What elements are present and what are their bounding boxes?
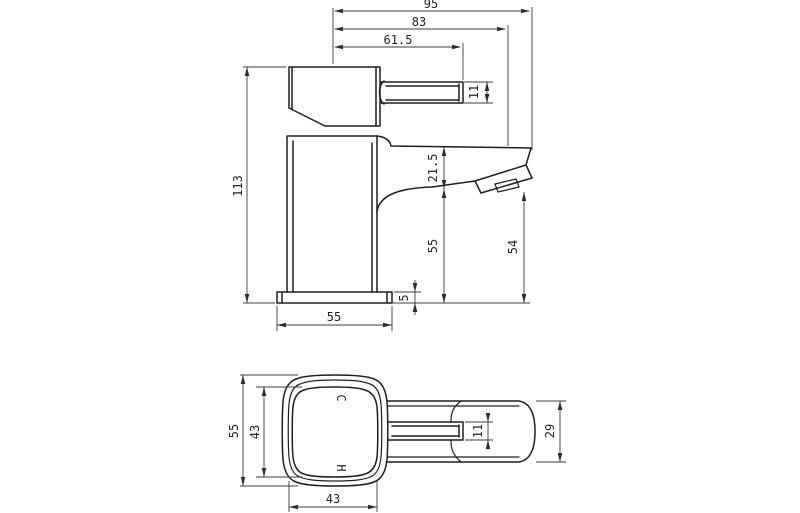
dim-arrowhead	[413, 283, 418, 292]
dim-handle-dia-11-label: 11	[467, 84, 481, 100]
cold-indicator-label: C	[334, 394, 348, 402]
faucet-plan-outline	[282, 375, 535, 486]
hot-indicator-label: H	[334, 464, 348, 472]
dim-arrowhead	[521, 9, 530, 14]
dim-arrowhead	[522, 294, 527, 303]
dim-inner-43-label: 43	[248, 424, 262, 440]
dim-arrowhead	[485, 82, 490, 91]
dim-arrowhead	[289, 505, 298, 510]
dim-arrowhead	[486, 440, 491, 449]
dim-arrowhead	[245, 294, 250, 303]
dim-arrowhead	[334, 27, 343, 32]
dim-arrowhead	[485, 94, 490, 103]
dim-arrowhead	[486, 413, 491, 422]
handle-block-outline	[289, 67, 380, 126]
faucet-side-outline	[277, 67, 532, 303]
body-column-outline	[287, 136, 377, 292]
dim-arrowhead	[241, 375, 246, 384]
dim-arrowhead	[262, 387, 267, 396]
dim-arrowhead	[558, 401, 563, 410]
dim-arrowhead	[452, 45, 461, 50]
dim-arrowhead	[241, 477, 246, 486]
dim-arrowhead	[442, 189, 447, 198]
dim-arrowhead	[442, 294, 447, 303]
dim-width-43-label: 43	[325, 492, 341, 506]
dim-arrowhead	[334, 9, 343, 14]
dim-arrowhead	[522, 192, 527, 201]
dim-arrowhead	[368, 505, 377, 510]
dim-handle-dia-11-plan-label: 11	[471, 423, 485, 439]
spout-body-plan-outline	[387, 401, 535, 462]
dim-arrowhead	[497, 27, 506, 32]
dim-arrowhead	[442, 147, 447, 156]
handle-shaft-plan-outline	[388, 422, 463, 440]
dim-overall-95-label: 95	[423, 0, 439, 11]
dim-spout-height-55-label: 55	[426, 238, 440, 254]
dim-body-55-label: 55	[227, 423, 241, 439]
dim-arrowhead	[413, 303, 418, 312]
dim-handle-61-5-label: 61.5	[383, 33, 413, 47]
dim-arrowhead	[262, 468, 267, 477]
dim-base-width-55-label: 55	[326, 310, 342, 324]
dim-spout-gap-21-5-label: 21.5	[426, 153, 440, 183]
dim-height-113-label: 113	[231, 175, 245, 197]
spout-body-chamfer-lines	[388, 401, 519, 462]
dim-outlet-height-54-label: 54	[506, 239, 520, 255]
dim-arrowhead	[334, 45, 343, 50]
dim-arrowhead	[277, 323, 286, 328]
dim-spout-width-29-label: 29	[543, 423, 557, 439]
dim-spout-83-label: 83	[411, 15, 427, 29]
plan-view	[227, 375, 566, 512]
plan-view-dimensions	[227, 375, 566, 512]
side-elevation-view	[231, 0, 532, 331]
dim-arrowhead	[245, 67, 250, 76]
base-flange-outline	[277, 292, 392, 303]
side-view-dimensions	[231, 0, 532, 331]
dim-arrowhead	[558, 453, 563, 462]
dim-base-thickness-5-label: 5	[397, 294, 411, 302]
dim-arrowhead	[383, 323, 392, 328]
spout-outline	[377, 136, 532, 212]
handle-lever-outline	[380, 81, 464, 104]
